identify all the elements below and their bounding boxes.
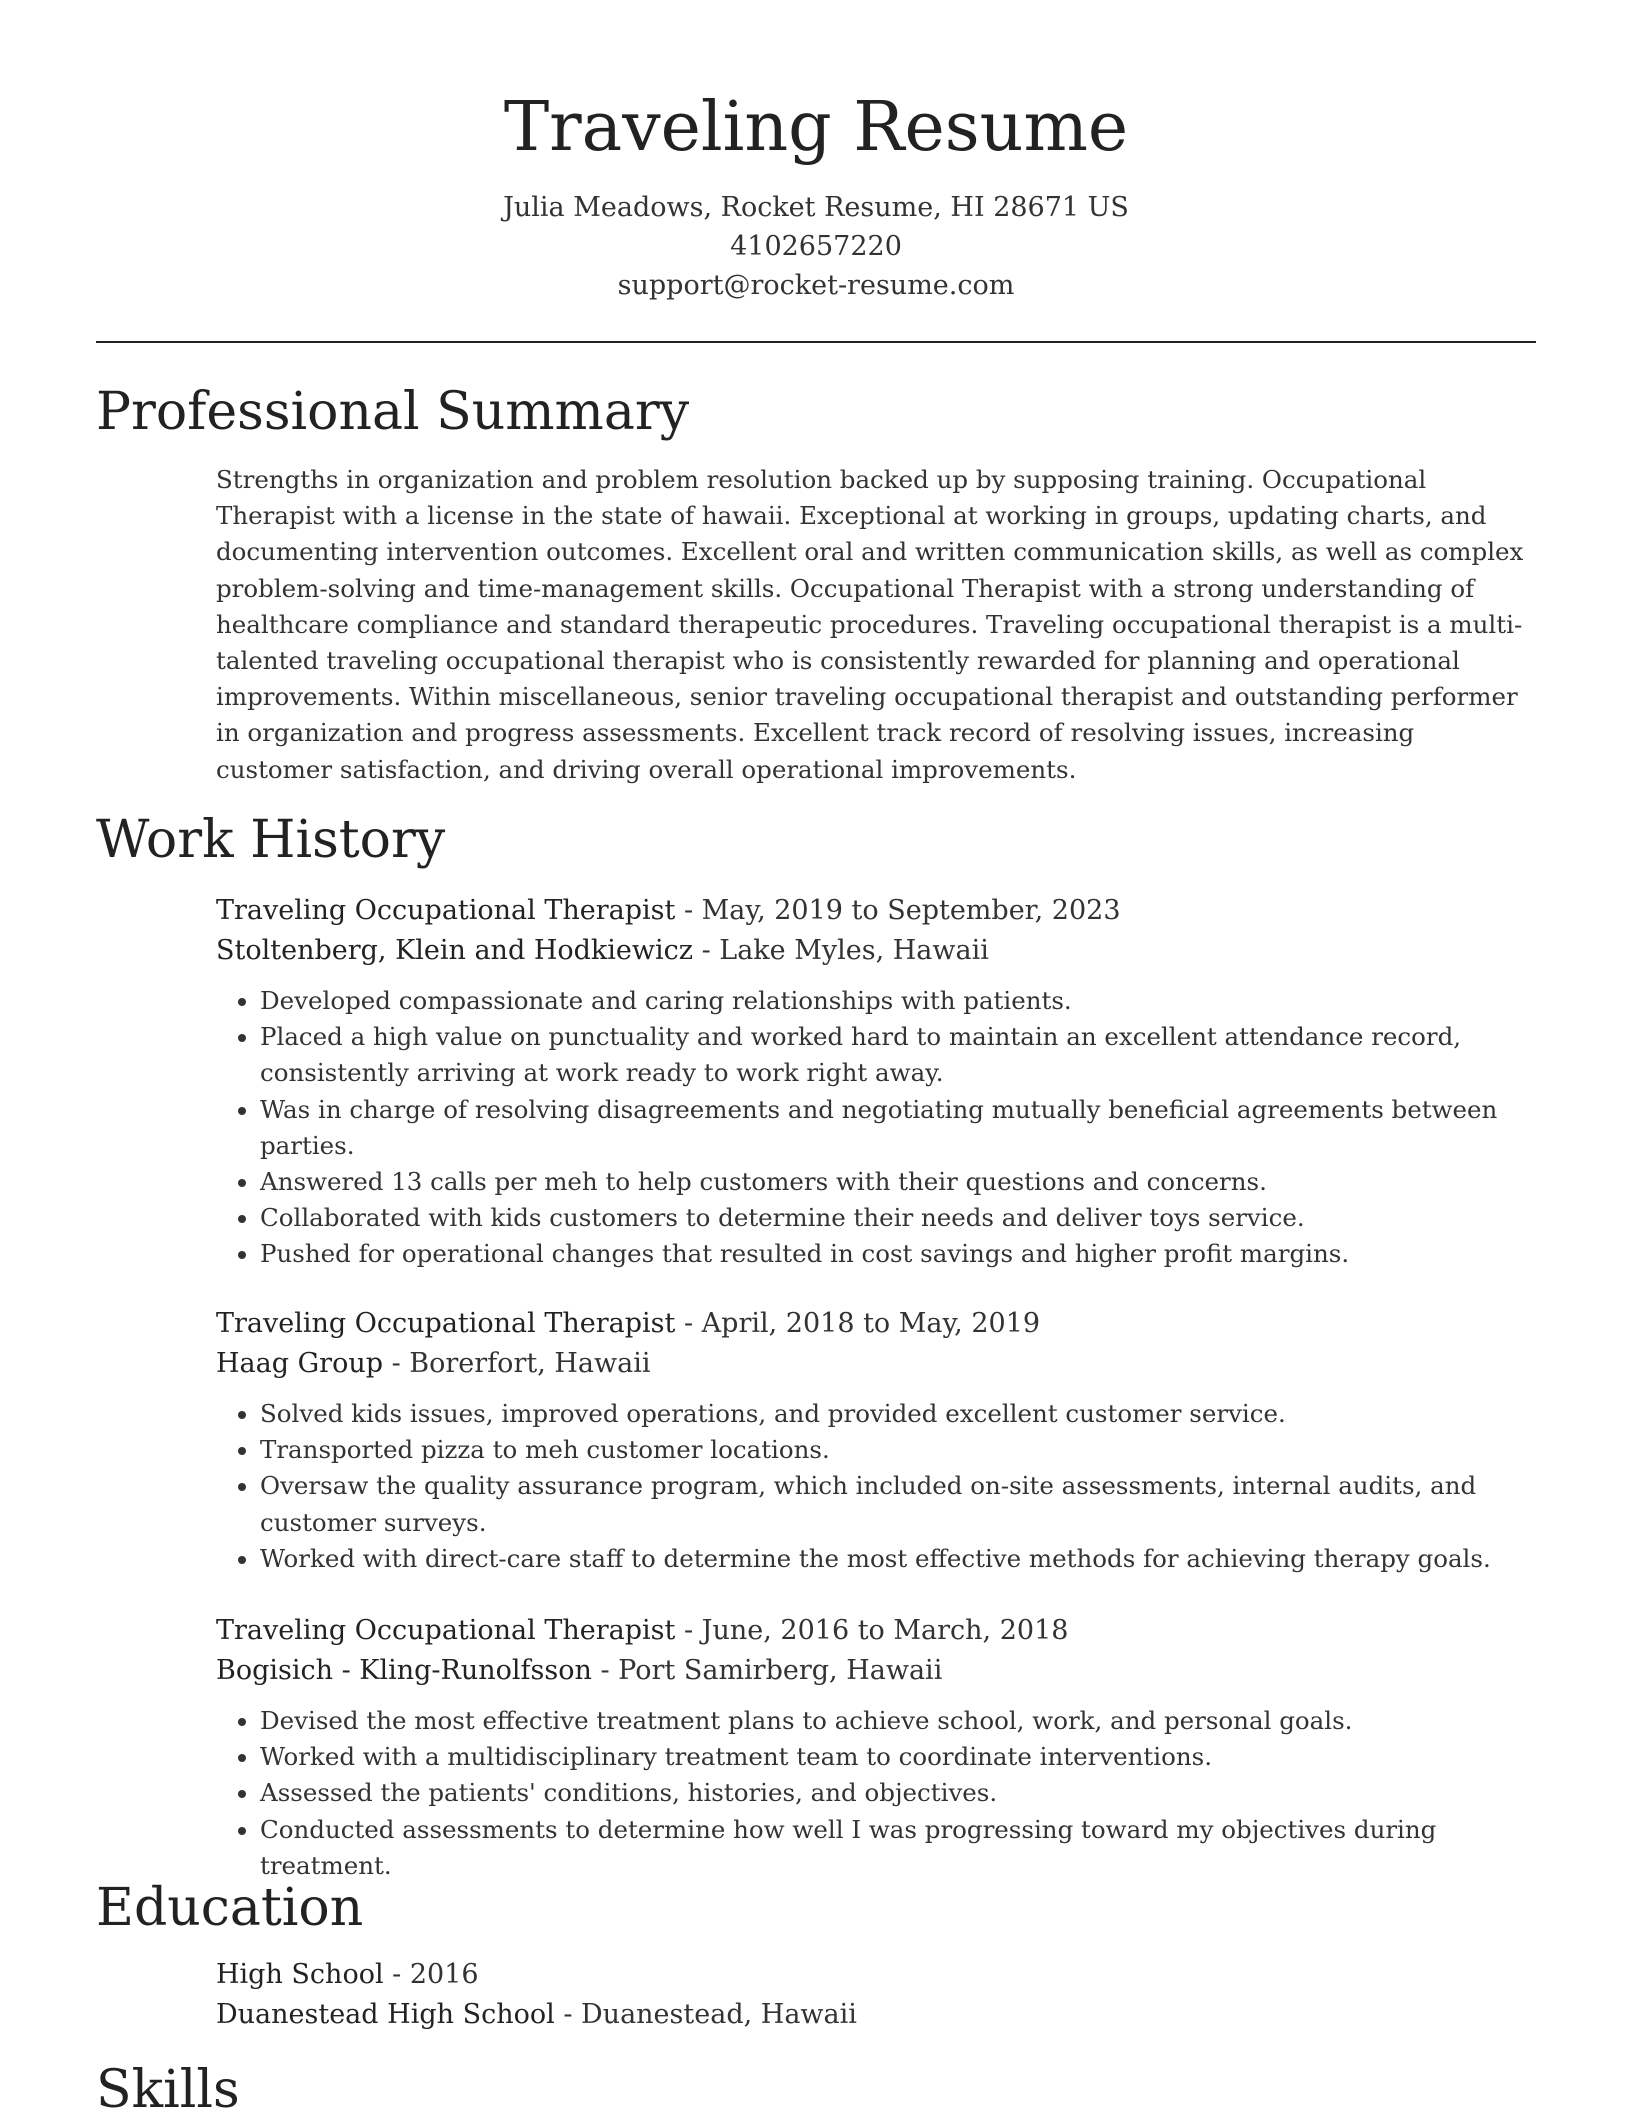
- education-entry: [216, 1955, 1536, 2035]
- contact-email: support@rocket-resume.com: [617, 270, 1015, 301]
- job-duties-list: [216, 983, 1536, 1273]
- education-heading: Education: [96, 1878, 364, 1938]
- job-company: Stoltenberg, Klein and Hodkiewicz: [216, 935, 693, 966]
- summary-heading: Professional Summary: [96, 382, 690, 442]
- job-duty: • Worked with a multidisciplinary treatment team to coordinate interventions.: [260, 1739, 1536, 1775]
- job-duty: • Transported pizza to meh customer locations.: [260, 1432, 1536, 1468]
- job-duty: • Answered 13 calls per meh to help customers with their questions and concerns.: [260, 1164, 1536, 1200]
- job-company: Bogisich - Kling-Runolfsson: [216, 1655, 592, 1686]
- job-location: - Lake Myles, Hawaii: [692, 935, 989, 966]
- job-company: Haag Group: [216, 1348, 384, 1379]
- education-location: - Duanestead, Hawaii: [554, 1999, 857, 2030]
- job-duties-list: [216, 1703, 1536, 1884]
- job-duty: • Worked with direct-care staff to determine the most effective methods for achieving therapy goals.: [260, 1541, 1536, 1577]
- job-duty: • Pushed for operational changes that resulted in cost savings and higher profit margins.: [260, 1236, 1536, 1272]
- job-duties-list: [216, 1396, 1536, 1577]
- job-company-line: [216, 1651, 1536, 1691]
- education-degree-line: [216, 1955, 1536, 1995]
- job-position: Traveling Occupational Therapist: [216, 1615, 676, 1646]
- summary-text: Strengths in organization and problem resolution backed up by supposing training. Occupational Therapist with a license in the state of hawaii. Exceptional at working in groups, updating charts, and documenting intervention outcomes. Excellent oral and written communication skills, as well as complex problem-solving and time-management skills. Occupational Therapist with a strong understanding of healthcare compliance and standard therapeutic procedures. Traveling occupational therapist is a multi-talented traveling occupational therapist who is consistently rewarded for planning and operational improvements. Within miscellaneous, senior traveling occupational therapist and outstanding performer in organization and progress assessments. Excellent track record of resolving issues, increasing customer satisfaction, and driving overall operational improvements.: [216, 465, 1524, 784]
- job-dates: - June, 2016 to March, 2018: [675, 1615, 1069, 1646]
- education-degree: High School: [216, 1959, 384, 1990]
- job-duty: • Conducted assessments to determine how well I was progressing toward my objectives during treatment.: [260, 1812, 1536, 1884]
- job-entry-3: [216, 1611, 1536, 1884]
- job-duty: • Devised the most effective treatment plans to achieve school, work, and personal goals.: [260, 1703, 1536, 1739]
- job-duty: • Solved kids issues, improved operations, and provided excellent customer service.: [260, 1396, 1536, 1432]
- header-divider: [96, 341, 1536, 343]
- work-history-heading: Work History: [96, 810, 446, 870]
- job-duty: • Assessed the patients' conditions, histories, and objectives.: [260, 1775, 1536, 1811]
- job-location: - Borerfort, Hawaii: [383, 1348, 651, 1379]
- job-dates: - May, 2019 to September, 2023: [675, 895, 1121, 926]
- education-school-line: [216, 1995, 1536, 2035]
- job-company-line: [216, 1344, 1536, 1384]
- job-entry-1: [216, 891, 1536, 1273]
- resume-title: Traveling Resume: [503, 88, 1129, 167]
- job-dates: - April, 2018 to May, 2019: [675, 1308, 1041, 1339]
- job-position: Traveling Occupational Therapist: [216, 895, 676, 926]
- job-duty: • Collaborated with kids customers to determine their needs and deliver toys service.: [260, 1200, 1536, 1236]
- job-title-line: [216, 1304, 1536, 1344]
- education-year: - 2016: [383, 1959, 479, 1990]
- contact-info: [0, 188, 1632, 305]
- job-company-line: [216, 931, 1536, 971]
- contact-phone: 4102657220: [730, 231, 902, 262]
- resume-header: [0, 82, 1632, 305]
- job-duty: • Oversaw the quality assurance program, which included on-site assessments, internal audits, and customer surveys.: [260, 1468, 1536, 1540]
- job-duty: • Placed a high value on punctuality and worked hard to maintain an excellent attendance record, consistently arriving at work ready to work right away.: [260, 1019, 1536, 1091]
- education-school: Duanestead High School: [216, 1999, 555, 2030]
- job-location: - Port Samirberg, Hawaii: [591, 1655, 943, 1686]
- skills-heading: Skills: [96, 2060, 240, 2120]
- job-title-line: [216, 891, 1536, 931]
- job-entry-2: [216, 1304, 1536, 1577]
- contact-address: Julia Meadows, Rocket Resume, HI 28671 US: [503, 192, 1129, 223]
- job-duty: • Was in charge of resolving disagreements and negotiating mutually beneficial agreements between parties.: [260, 1092, 1536, 1164]
- job-duty: • Developed compassionate and caring relationships with patients.: [260, 983, 1536, 1019]
- job-title-line: [216, 1611, 1536, 1651]
- job-position: Traveling Occupational Therapist: [216, 1308, 676, 1339]
